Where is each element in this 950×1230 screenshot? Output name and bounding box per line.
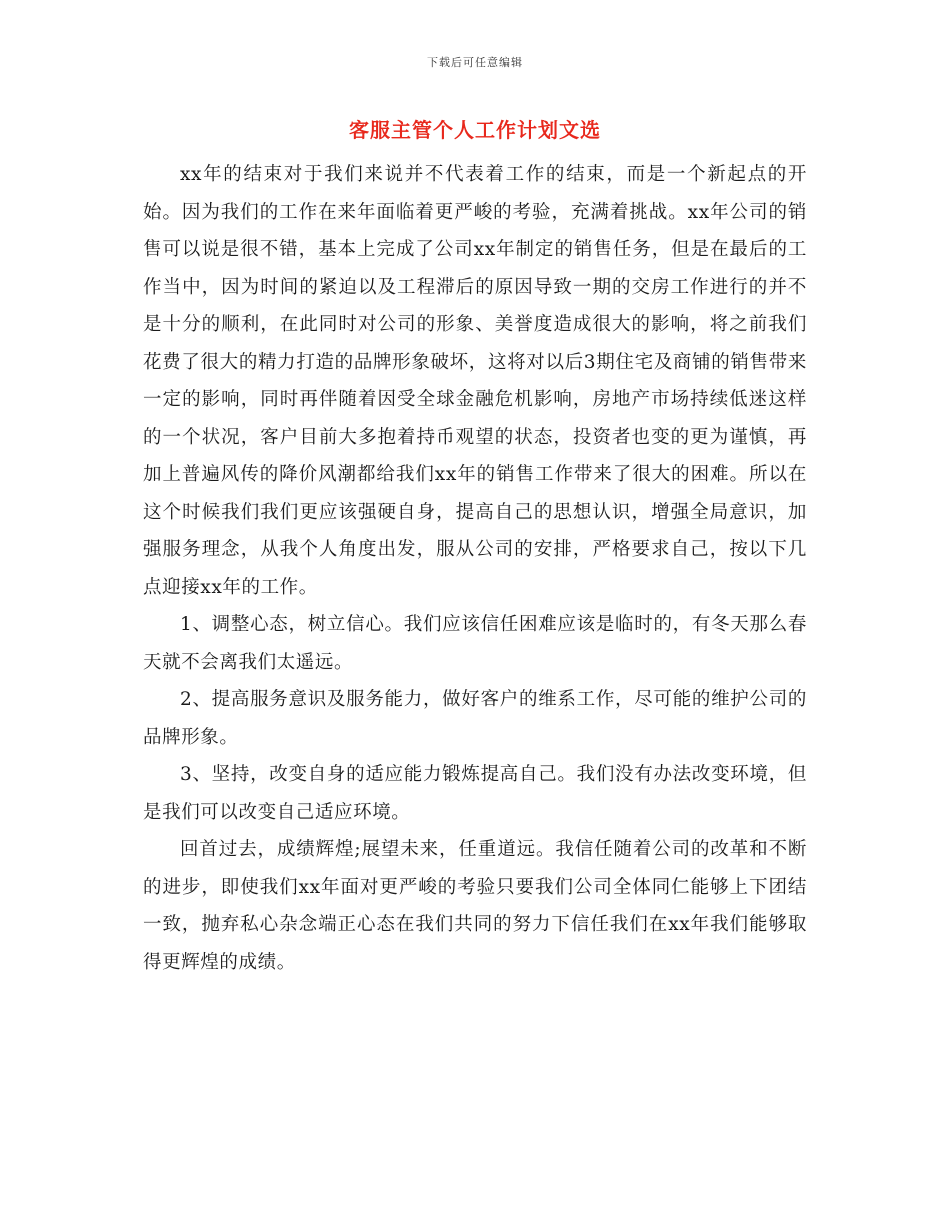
document-body [143, 156, 807, 981]
point-3-paragraph: 3、坚持，改变自身的适应能力锻炼提高自己。我们没有办法改变环境，但是我们可以改变自己适应环境。 [143, 764, 807, 823]
point-1-paragraph: 1、调整心态，树立信心。我们应该信任困难应该是临时的，有冬天那么春天就不会离我们太遥远。 [143, 614, 807, 673]
header-note: 下载后可任意编辑 [427, 56, 523, 69]
intro-paragraph: xx年的结束对于我们来说并不代表着工作的结束，而是一个新起点的开始。因为我们的工作在来年面临着更严峻的考验，充满着挑战。xx年公司的销售可以说是很不错，基本上完成了公司xx年制定的销售任务，但是在最后的工作当中，因为时间的紧迫以及工程滞后的原因导致一期的交房工作进行的并不是十分的顺利，在此同时对公司的形象、美誉度造成很大的影响，将之前我们花费了很大的精力打造的品牌形象破坏，这将对以后3期住宅及商铺的销售带来一定的影响，同时再伴随着因受全球金融危机影响，房地产市场持续低迷这样的一个状况，客户目前大多抱着持币观望的状态，投资者也变的更为谨慎，再加上普遍风传的降价风潮都给我们xx年的销售工作带来了很大的困难。所以在这个时候我们我们更应该强硬自身，提高自己的思想认识，增强全局意识，加强服务理念，从我个人角度出发，服从公司的安排，严格要求自己，按以下几点迎接xx年的工作。 [143, 164, 807, 598]
point-2-paragraph: 2、提高服务意识及服务能力，做好客户的维系工作，尽可能的维护公司的品牌形象。 [143, 689, 807, 748]
document-title: 客服主管个人工作计划文选 [349, 118, 601, 142]
closing-paragraph: 回首过去，成绩辉煌;展望未来，任重道远。我信任随着公司的改革和不断的进步，即使我们xx年面对更严峻的考验只要我们公司全体同仁能够上下团结一致，抛弃私心杂念端正心态在我们共同的努力下信任我们在xx年我们能够取得更辉煌的成绩。 [143, 839, 807, 973]
